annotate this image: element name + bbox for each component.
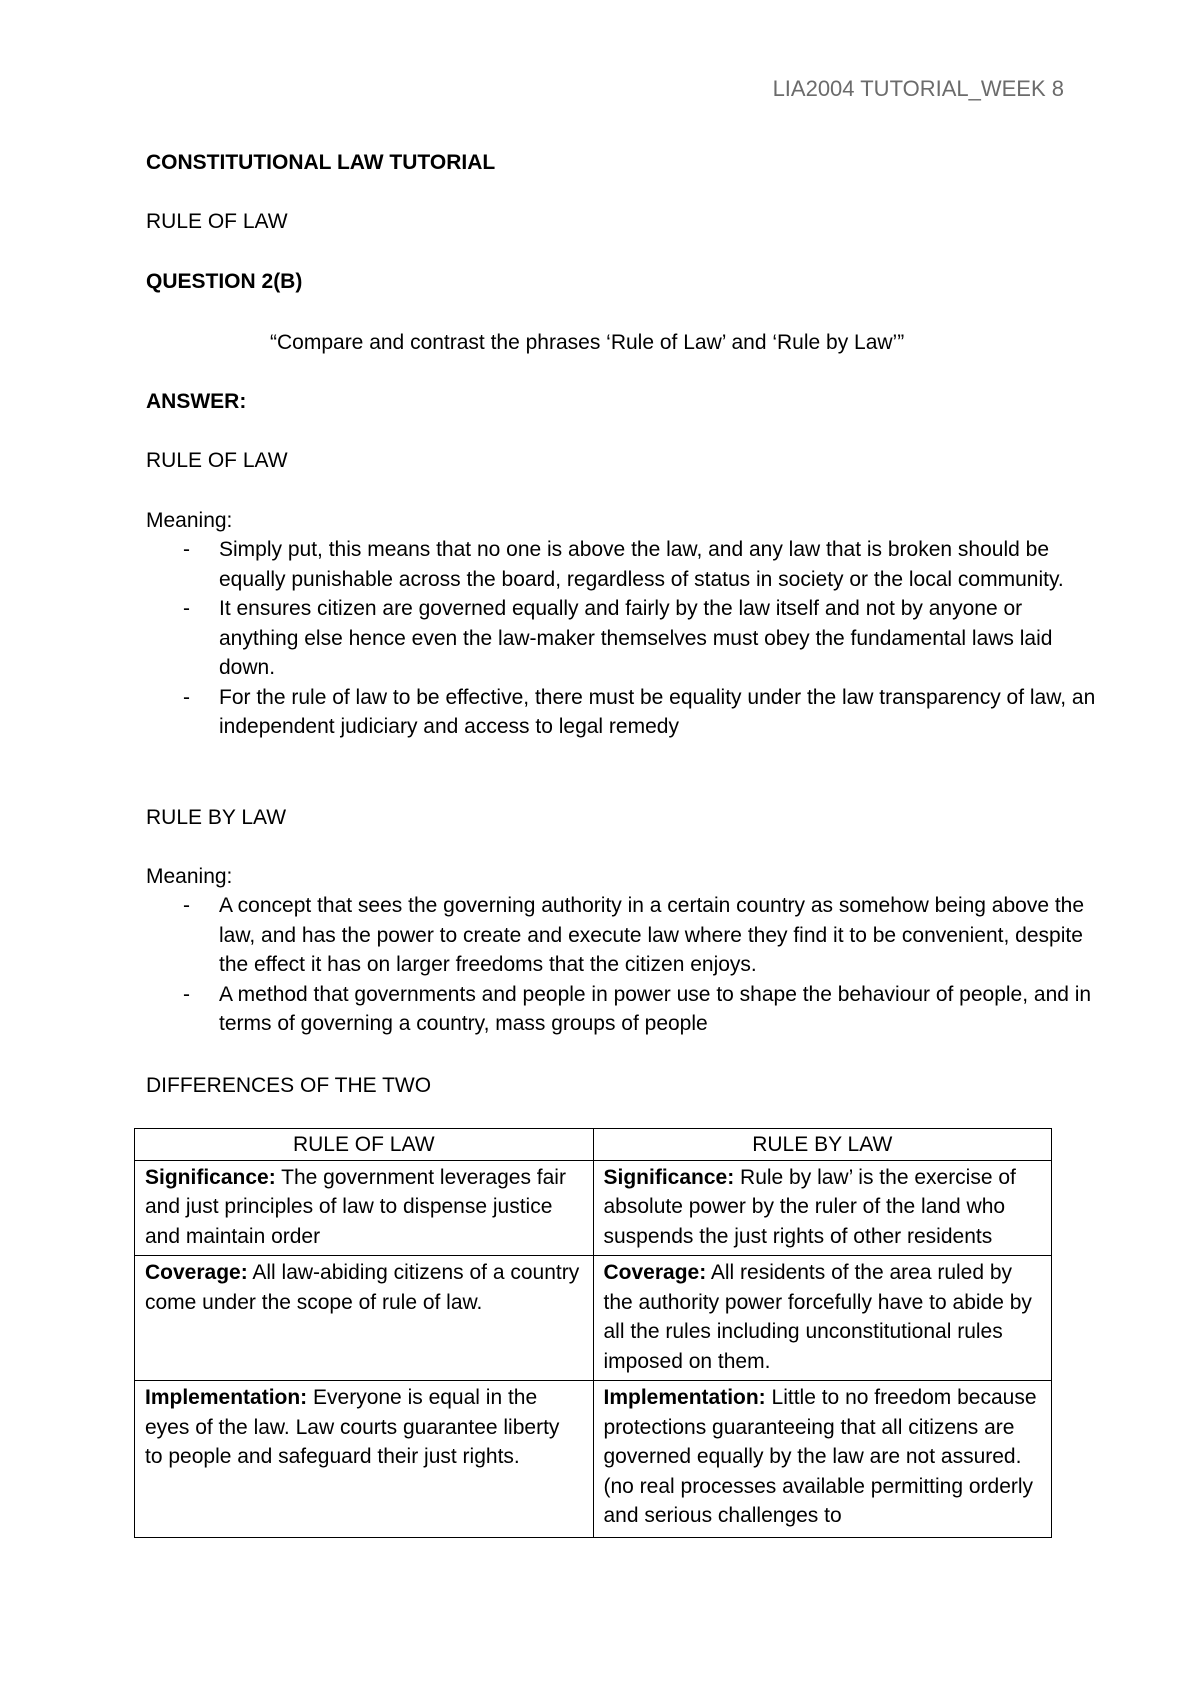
list-item: - For the rule of law to be effective, there must be equality under the law transparency of law, an independent judiciary and access to legal remedy (183, 685, 1096, 738)
table-row (135, 1160, 1052, 1256)
table-cell: Implementation: Little to no freedom because protections guaranteeing that all citizens are governed equally by the law are not assured. (no real processes available permitting orderly and serious challenges to (593, 1381, 1052, 1538)
rule-of-law-meaning-label: Meaning: (146, 509, 233, 532)
rule-by-law-points (146, 891, 1096, 1039)
question-number: QUESTION 2(B) (146, 270, 303, 293)
list-item: - It ensures citizen are governed equally and fairly by the law itself and not by anyone or anything else hence even the law-maker themselves must obey the fundamental laws laid down. (183, 597, 1053, 679)
table-header-row (135, 1129, 1052, 1161)
table-cell: Implementation: Everyone is equal in the eyes of the law. Law courts guarantee liberty to people and safeguard their just rights. (135, 1381, 594, 1538)
table-cell: Coverage: All residents of the area ruled by the authority power forcefully have to abide by all the rules including unconstitutional rules imposed on them. (593, 1256, 1052, 1381)
list-item: - Simply put, this means that no one is above the law, and any law that is broken should be equally punishable across the board, regardless of status in society or the local community. (183, 538, 1064, 591)
column-header-rule-of-law: RULE OF LAW (135, 1129, 594, 1161)
rule-by-law-meaning-label: Meaning: (146, 865, 233, 888)
table-cell: Coverage: All law-abiding citizens of a country come under the scope of rule of law. (135, 1256, 594, 1381)
rule-by-law-heading: RULE BY LAW (146, 806, 287, 829)
table-row (135, 1381, 1052, 1538)
differences-table (134, 1128, 1052, 1538)
list-item: - A method that governments and people in power use to shape the behaviour of people, and in terms of governing a country, mass groups of people (183, 982, 1092, 1035)
table-cell: Significance: The government leverages fair and just principles of law to dispense justice and maintain order (135, 1160, 594, 1256)
table-row (135, 1256, 1052, 1381)
rule-of-law-heading: RULE OF LAW (146, 449, 288, 472)
table-cell: Significance: Rule by law’ is the exercise of absolute power by the ruler of the land who suspends the just rights of other residents (593, 1160, 1052, 1256)
topic-title: RULE OF LAW (146, 210, 288, 233)
differences-heading: DIFFERENCES OF THE TWO (146, 1074, 432, 1097)
course-tag: LIA2004 TUTORIAL_WEEK 8 (772, 76, 1064, 101)
column-header-rule-by-law: RULE BY LAW (593, 1129, 1052, 1161)
list-item: - A concept that sees the governing authority in a certain country as somehow being above the law, and has the power to create and execute law where they find it to be convenient, despite the effect it has on larger freedoms that the citizen enjoys. (183, 894, 1085, 976)
main-title: CONSTITUTIONAL LAW TUTORIAL (146, 151, 496, 174)
question-text: “Compare and contrast the phrases ‘Rule of Law’ and ‘Rule by Law’” (270, 331, 905, 354)
rule-of-law-points (146, 535, 1096, 742)
answer-label: ANSWER: (146, 390, 247, 413)
